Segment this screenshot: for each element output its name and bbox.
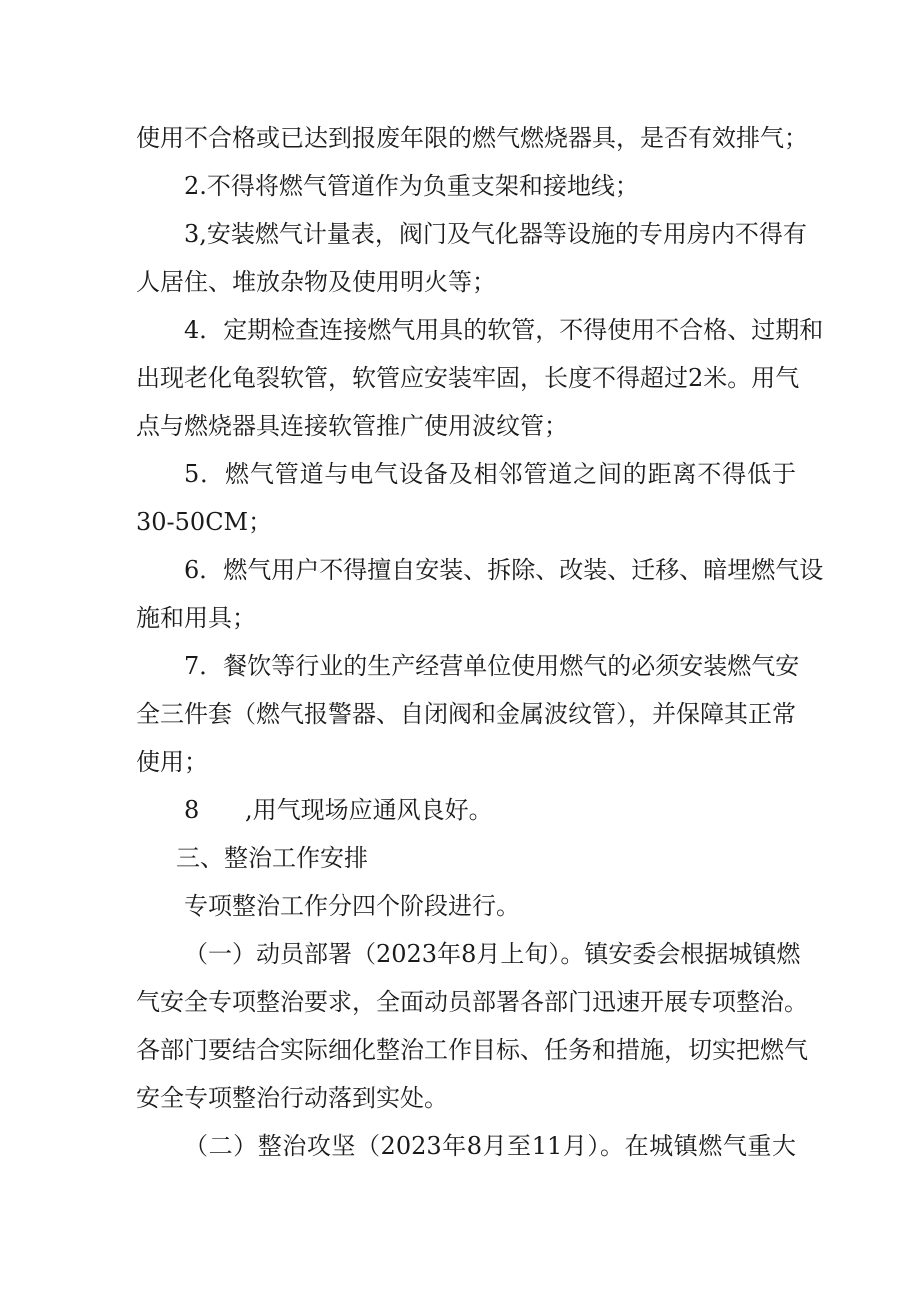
item-4-line-1: 4．定期检查连接燃气用具的软管，不得使用不合格、过期和 — [184, 316, 824, 344]
phase-1-line-1: （一）动员部署（2023年8月上旬）。镇安委会根据城镇燃 — [184, 940, 801, 968]
phase-1-line-2: 气安全专项整治要求，全面动员部署各部门迅速开展专项整治。 — [136, 988, 808, 1016]
phase-2-line-1: （二）整治攻坚（2023年8月至11月）。在城镇燃气重大 — [184, 1132, 796, 1160]
item-6-line-2: 施和用具； — [136, 604, 256, 632]
item-7-line-1: 7．餐饮等行业的生产经营单位使用燃气的必须安装燃气安 — [184, 652, 800, 680]
item-5-line-1: 5．燃气管道与电气设备及相邻管道之间的距离不得低于 — [184, 460, 796, 488]
phase-1-line-3: 各部门要结合实际细化整治工作目标、任务和措施，切实把燃气 — [136, 1036, 808, 1064]
item-3-line-2: 人居住、堆放杂物及使用明火等； — [136, 268, 496, 296]
item-4-line-2: 出现老化龟裂软管，软管应安装牢固，长度不得超过2米。用气 — [136, 364, 800, 392]
item-2-line: 2.不得将燃气管道作为负重支架和接地线； — [184, 172, 639, 200]
section-heading: 三、整治工作安排 — [176, 844, 368, 872]
item-8-line: 8 ,用气现场应通风良好。 — [184, 796, 493, 824]
phase-1-line-4: 安全专项整治行动落到实处。 — [136, 1084, 448, 1112]
item-7-line-2: 全三件套（燃气报警器、自闭阀和金属波纹管），并保障其正常 — [136, 700, 796, 728]
item-6-line-1: 6．燃气用户不得擅自安装、拆除、改装、迁移、暗埋燃气设 — [184, 556, 824, 584]
item-5-line-2: 30-50CM； — [136, 508, 273, 536]
item-7-line-3: 使用； — [136, 748, 208, 776]
item-3-line-1: 3,安装燃气计量表，阀门及气化器等设施的专用房内不得有 — [184, 220, 807, 248]
paragraph-line-1: 使用不合格或已达到报废年限的燃气燃烧器具，是否有效排气； — [136, 124, 808, 152]
section-intro: 专项整治工作分四个阶段进行。 — [184, 892, 520, 920]
item-4-line-3: 点与燃烧器具连接软管推广使用波纹管； — [136, 412, 568, 440]
